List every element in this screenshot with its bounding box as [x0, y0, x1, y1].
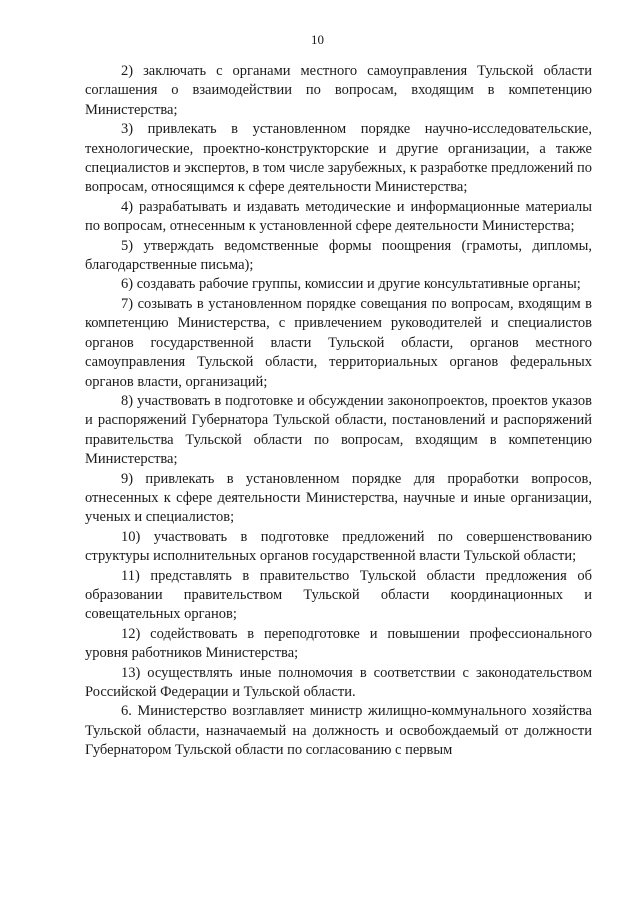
- paragraph-item-12: 12) содействовать в переподготовке и повышении профессионального уровня работников Министерства;: [85, 625, 592, 662]
- paragraph-item-11: 11) представлять в правительство Тульской области предложения об образовании правительством Тульской области координационных и совещательных органов;: [85, 567, 592, 623]
- paragraph-section-6: 6. Министерство возглавляет министр жилищно-коммунального хозяйства Тульской области, назначаемый на должность и освобождаемый от должности Губернатором Тульской области по согласованию с первым: [85, 703, 592, 759]
- paragraph-item-2: 2) заключать с органами местного самоуправления Тульской области соглашения о взаимодействии по вопросам, входящим в компетенцию Министерства;: [85, 63, 592, 118]
- paragraph-item-4: 4) разрабатывать и издавать методические и информационные материалы по вопросам, отнесенным к установленной сфере деятельности Министерства;: [85, 198, 592, 235]
- document-body: [85, 62, 592, 761]
- paragraph-item-10: 10) участвовать в подготовке предложений по совершенствованию структуры исполнительных органов государственной власти Тульской области;: [85, 528, 592, 565]
- paragraph-item-5: 5) утверждать ведомственные формы поощрения (грамоты, дипломы, благодарственные письма);: [85, 237, 592, 274]
- paragraph-item-13: 13) осуществлять иные полномочия в соответствии с законодательством Российской Федерации и Тульской области.: [85, 664, 592, 700]
- paragraph-item-3: 3) привлекать в установленном порядке научно-исследовательские, технологические, проектно-конструкторские и другие организации, а также специалистов и экспертов, в том числе зарубежных, к разработке предложений по вопросам, относящимся к сфере деятельности Министерства;: [85, 121, 592, 196]
- paragraph-item-7: 7) созывать в установленном порядке совещания по вопросам, входящим в компетенцию Министерства, с привлечением руководителей и специалистов органов государственной власти Тульской области, органов местного самоуправления Тульской области, территориальных органов федеральных органов власти, организаций;: [85, 295, 592, 390]
- paragraph-item-8: 8) участвовать в подготовке и обсуждении законопроектов, проектов указов и распоряжений Губернатора Тульской области, постановлений и распоряжений правительства Тульской области по вопросам, входящим в компетенцию Министерства;: [85, 392, 592, 468]
- page-number: 10: [311, 32, 324, 47]
- paragraph-item-6: 6) создавать рабочие группы, комиссии и другие консультативные органы;: [121, 276, 581, 293]
- paragraph-item-9: 9) привлекать в установленном порядке для проработки вопросов, отнесенных к сфере деятельности Министерства, научные и иные организации, ученых и специалистов;: [85, 470, 592, 526]
